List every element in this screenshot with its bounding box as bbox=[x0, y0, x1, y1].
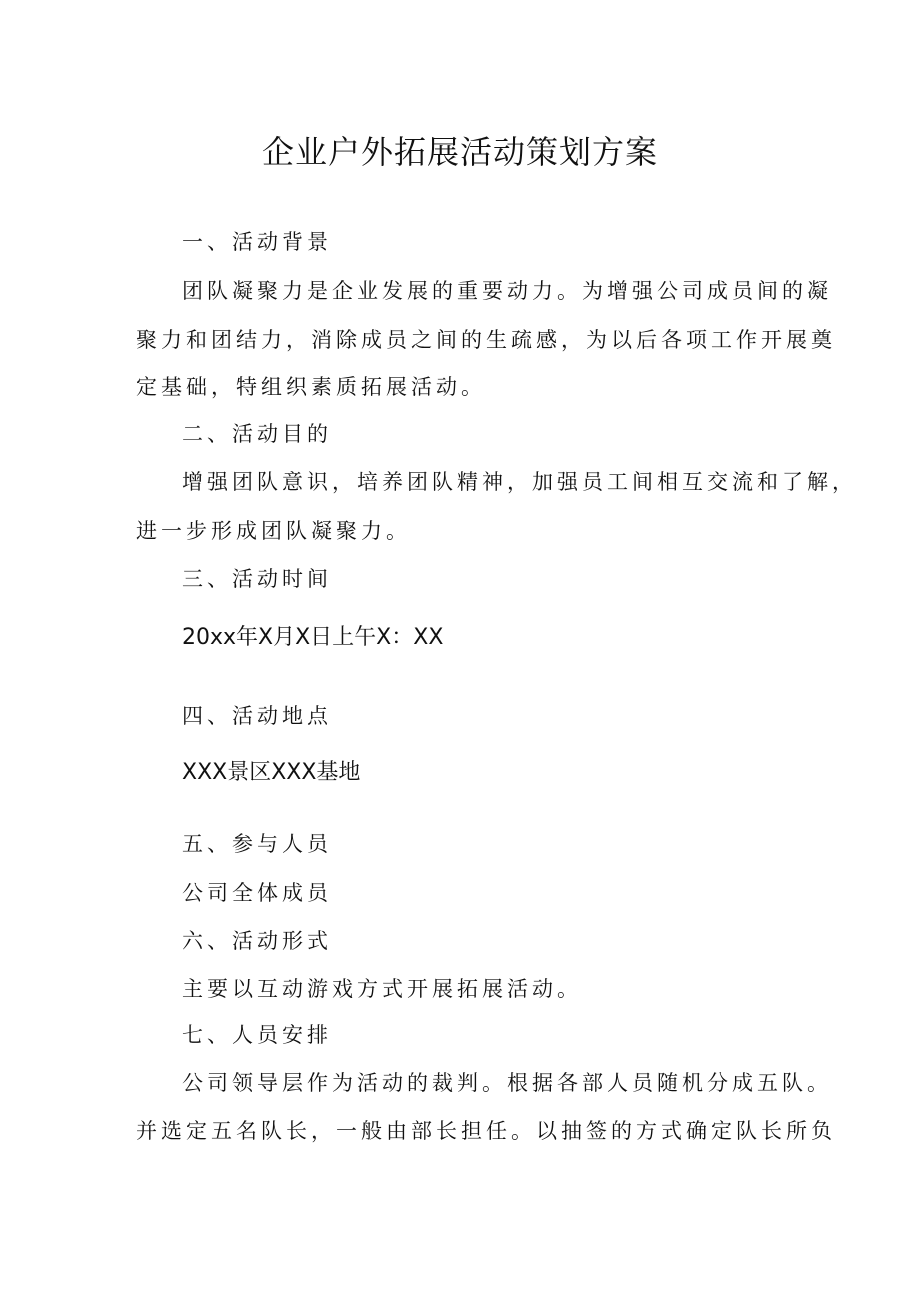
paragraph-line: 并选定五名队长，一般由部长担任。以抽签的方式确定队长所负 bbox=[136, 1119, 836, 1143]
document-title: 企业户外拓展活动策划方案 bbox=[261, 133, 658, 171]
section-heading-background: 一、活动背景 bbox=[182, 230, 332, 254]
paragraph-line: 增强团队意识，培养团队精神，加强员工间相互交流和了解， bbox=[182, 470, 857, 494]
section-heading-format: 六、活动形式 bbox=[182, 929, 332, 953]
paragraph-line: 团队凝聚力是企业发展的重要动力。为增强公司成员间的凝 bbox=[182, 279, 832, 303]
section-heading-purpose: 二、活动目的 bbox=[182, 422, 332, 446]
section-heading-time: 三、活动时间 bbox=[182, 567, 332, 591]
activity-location-value: XXX景区XXX基地 bbox=[182, 760, 361, 785]
format-value: 主要以互动游戏方式开展拓展活动。 bbox=[182, 977, 582, 1001]
paragraph-line: 定基础，特组织素质拓展活动。 bbox=[136, 375, 486, 399]
paragraph-line: 进一步形成团队凝聚力。 bbox=[136, 519, 411, 543]
paragraph-line: 聚力和团结力，消除成员之间的生疏感，为以后各项工作开展奠 bbox=[136, 328, 836, 352]
section-heading-location: 四、活动地点 bbox=[182, 704, 332, 728]
activity-time-value: 20xx年X月X日上午X：XX bbox=[182, 625, 444, 650]
participants-value: 公司全体成员 bbox=[182, 881, 332, 905]
section-heading-arrangement: 七、人员安排 bbox=[182, 1023, 332, 1047]
paragraph-line: 公司领导层作为活动的裁判。根据各部人员随机分成五队。 bbox=[182, 1071, 832, 1095]
section-heading-participants: 五、参与人员 bbox=[182, 832, 332, 856]
